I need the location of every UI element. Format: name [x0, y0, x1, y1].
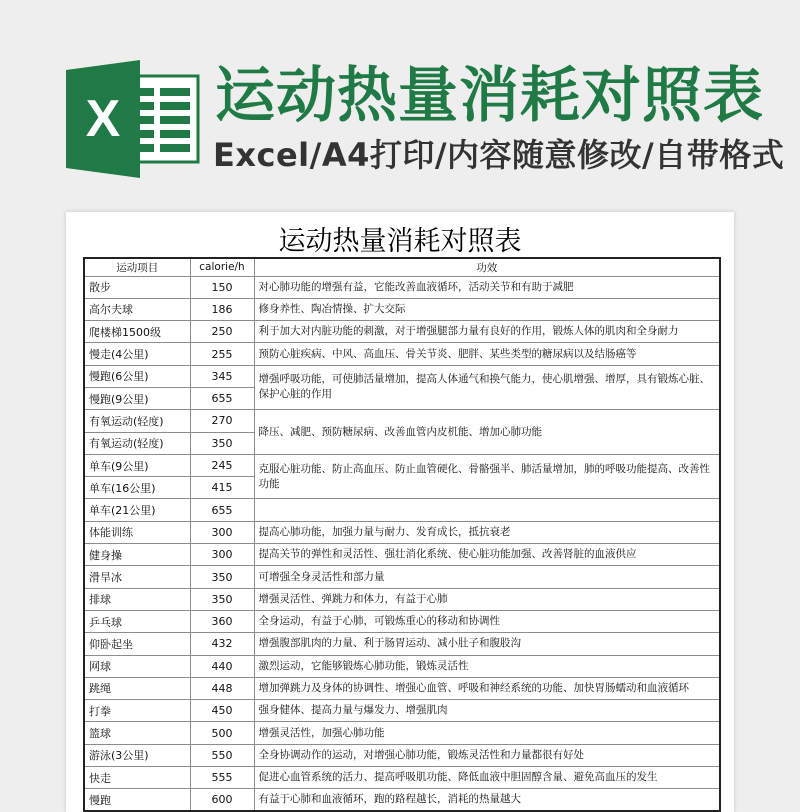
cell-calorie[interactable]: 500: [190, 722, 254, 744]
cell-activity[interactable]: 快走: [84, 767, 190, 789]
table-row: [84, 298, 720, 320]
cell-calorie[interactable]: 350: [190, 566, 254, 588]
cell-effect[interactable]: 可增强全身灵活性和部力量: [254, 566, 720, 588]
table-row: [84, 744, 720, 766]
table-row: [84, 610, 720, 632]
cell-effect[interactable]: 强身健体、提高力量与爆发力、增强肌肉: [254, 700, 720, 722]
table-body: [84, 276, 720, 811]
cell-calorie[interactable]: 150: [190, 276, 254, 298]
cell-activity[interactable]: 跳绳: [84, 677, 190, 699]
table-row: [84, 588, 720, 610]
cell-calorie[interactable]: 186: [190, 298, 254, 320]
cell-effect[interactable]: 促进心血管系统的活力、提高呼吸肌功能、降低血液中胆固醇含量、避免高血压的发生: [254, 767, 720, 789]
cell-effect[interactable]: 激烈运动，它能够锻炼心肺功能，锻炼灵活性: [254, 655, 720, 677]
cell-calorie[interactable]: 255: [190, 343, 254, 365]
cell-effect[interactable]: 有益于心肺和血液循环，跑的路程越长，消耗的热量越大: [254, 789, 720, 811]
cell-activity[interactable]: 健身操: [84, 544, 190, 566]
cell-activity[interactable]: 体能训练: [84, 521, 190, 543]
excel-logo-icon: [66, 60, 198, 178]
header-row: [84, 258, 720, 276]
cell-activity[interactable]: 单车(16公里): [84, 477, 190, 499]
cell-activity[interactable]: 排球: [84, 588, 190, 610]
cell-activity[interactable]: 滑旱冰: [84, 566, 190, 588]
table-row: [84, 365, 720, 387]
cell-activity[interactable]: 网球: [84, 655, 190, 677]
table-row: [84, 566, 720, 588]
table-row: [84, 410, 720, 432]
table-row: [84, 521, 720, 543]
cell-effect[interactable]: 降压、减肥、预防糖尿病、改善血管内皮机能、增加心肺功能: [254, 410, 720, 455]
cell-activity[interactable]: 有氧运动(轻度): [84, 432, 190, 454]
cell-activity[interactable]: 仰卧起坐: [84, 633, 190, 655]
table-row: [84, 655, 720, 677]
cell-calorie[interactable]: 600: [190, 789, 254, 811]
cell-calorie[interactable]: 550: [190, 744, 254, 766]
cell-calorie[interactable]: 250: [190, 321, 254, 343]
cell-calorie[interactable]: 350: [190, 588, 254, 610]
cell-effect[interactable]: 增加弹跳力及身体的协调性、增强心血管、呼吸和神经系统的功能、加快胃肠蠕动和血液循环: [254, 677, 720, 699]
cell-calorie[interactable]: 360: [190, 610, 254, 632]
cell-effect[interactable]: 提高心肺功能，加强力量与耐力、发育成长，抵抗衰老: [254, 521, 720, 543]
table-row: [84, 321, 720, 343]
table-row: [84, 789, 720, 811]
table-row: [84, 677, 720, 699]
table-row: [84, 700, 720, 722]
cell-calorie[interactable]: 270: [190, 410, 254, 432]
cell-calorie[interactable]: 415: [190, 477, 254, 499]
cell-activity[interactable]: 高尔夫球: [84, 298, 190, 320]
cell-calorie[interactable]: 440: [190, 655, 254, 677]
cell-activity[interactable]: 慢跑: [84, 789, 190, 811]
cell-effect[interactable]: 增强呼吸功能，可使肺活量增加，提高人体通气和换气能力，使心肌增强、增厚，具有锻炼心脏、保护心脏的作用: [254, 365, 720, 410]
cell-calorie[interactable]: 300: [190, 544, 254, 566]
table-row: [84, 343, 720, 365]
cell-activity[interactable]: 慢跑(9公里): [84, 387, 190, 409]
cell-calorie[interactable]: 655: [190, 499, 254, 521]
cell-effect[interactable]: 提高关节的弹性和灵活性、强壮消化系统、使心脏功能加强、改善肾脏的血液供应: [254, 544, 720, 566]
table-row: [84, 544, 720, 566]
header-calorie[interactable]: calorie/h: [190, 258, 254, 276]
cell-effect[interactable]: 预防心脏疾病、中风、高血压、骨关节炎、肥胖、某些类型的糖尿病以及结肠癌等: [254, 343, 720, 365]
banner-subtitle: Excel/A4打印/内容随意修改/自带格式: [213, 136, 785, 174]
cell-effect[interactable]: [254, 499, 720, 521]
cell-activity[interactable]: 单车(9公里): [84, 454, 190, 476]
cell-activity[interactable]: 乒乓球: [84, 610, 190, 632]
cell-calorie[interactable]: 432: [190, 633, 254, 655]
cell-calorie[interactable]: 345: [190, 365, 254, 387]
cell-activity[interactable]: 慢走(4公里): [84, 343, 190, 365]
cell-effect[interactable]: 利于加大对内脏功能的刺激，对于增强腿部力量有良好的作用，锻炼人体的肌肉和全身耐力: [254, 321, 720, 343]
cell-effect[interactable]: 增强腹部肌肉的力量、利于肠胃运动、减小肚子和腹股沟: [254, 633, 720, 655]
table-row: [84, 454, 720, 476]
cell-effect[interactable]: 全身运动，有益于心肺，可锻炼重心的移动和协调性: [254, 610, 720, 632]
sheet-title: 运动热量消耗对照表: [278, 226, 522, 257]
cell-activity[interactable]: 慢跑(6公里): [84, 365, 190, 387]
table-row: [84, 276, 720, 298]
table-row: [84, 499, 720, 521]
cell-activity[interactable]: 篮球: [84, 722, 190, 744]
header-activity[interactable]: 运动项目: [84, 258, 190, 276]
cell-activity[interactable]: 打拳: [84, 700, 190, 722]
cell-calorie[interactable]: 300: [190, 521, 254, 543]
cell-effect[interactable]: 增强灵活性、弹跳力和体力，有益于心肺: [254, 588, 720, 610]
cell-activity[interactable]: 有氧运动(轻度): [84, 410, 190, 432]
table-row: [84, 767, 720, 789]
table-row: [84, 633, 720, 655]
cell-activity[interactable]: 游泳(3公里): [84, 744, 190, 766]
table-row: [84, 722, 720, 744]
logo-letter: X: [85, 90, 121, 148]
header-effect[interactable]: 功效: [254, 258, 720, 276]
cell-calorie[interactable]: 245: [190, 454, 254, 476]
cell-effect[interactable]: 对心肺功能的增强有益，它能改善血液循环，活动关节和有助于减肥: [254, 276, 720, 298]
cell-calorie[interactable]: 655: [190, 387, 254, 409]
cell-calorie[interactable]: 450: [190, 700, 254, 722]
cell-calorie[interactable]: 555: [190, 767, 254, 789]
cell-activity[interactable]: 爬楼梯1500级: [84, 321, 190, 343]
cell-effect[interactable]: 全身协调动作的运动，对增强心肺功能，锻炼灵活性和力量都很有好处: [254, 744, 720, 766]
banner: [0, 0, 800, 200]
cell-activity[interactable]: 散步: [84, 276, 190, 298]
cell-effect[interactable]: 克服心脏功能、防止高血压、防止血管硬化、骨骼强半、肺活量增加，肺的呼吸功能提高、改善性功能: [254, 454, 720, 499]
cell-effect[interactable]: 增强灵活性，加强心肺功能: [254, 722, 720, 744]
cell-activity[interactable]: 单车(21公里): [84, 499, 190, 521]
spreadsheet-page: [66, 212, 734, 812]
banner-title: 运动热量消耗对照表: [215, 61, 764, 131]
cell-calorie[interactable]: 448: [190, 677, 254, 699]
cell-calorie[interactable]: 350: [190, 432, 254, 454]
calorie-table: [83, 257, 721, 812]
cell-effect[interactable]: 修身养性、陶冶情操、扩大交际: [254, 298, 720, 320]
